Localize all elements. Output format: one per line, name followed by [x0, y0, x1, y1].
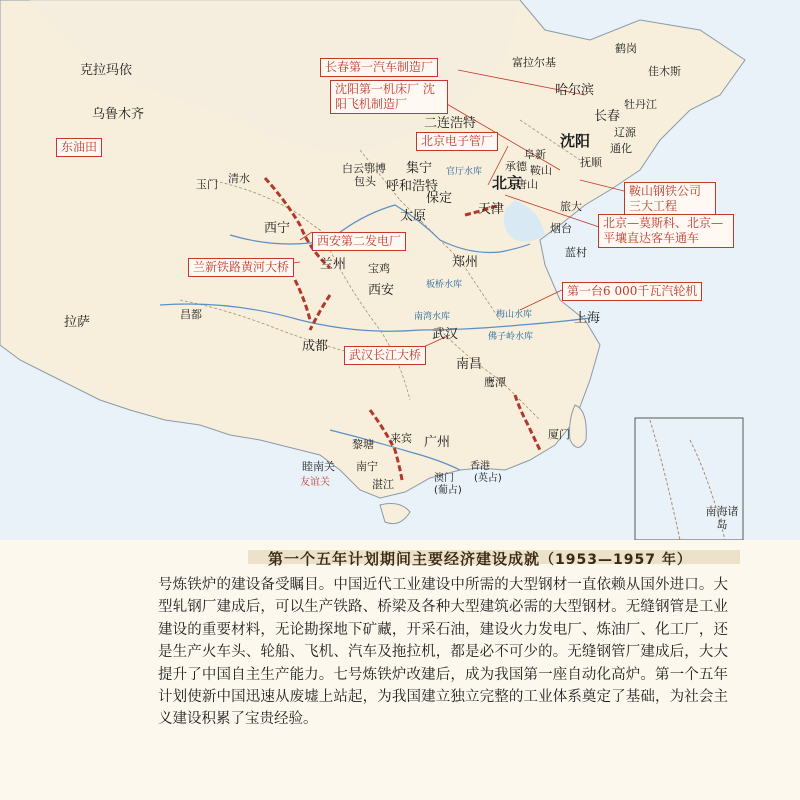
city-lanzhou: 兰州	[320, 257, 347, 272]
city-youyiguan: 友谊关	[300, 477, 330, 488]
city-mudanjiang: 牡丹江	[624, 98, 657, 111]
city-liaoyuan: 辽源	[614, 126, 636, 139]
city-tangshan: 唐山	[516, 178, 538, 191]
city-wuhan: 武汉	[432, 327, 459, 342]
city-xianggang: 香港	[470, 461, 490, 472]
reservoir-foziling: 佛子岭水库	[488, 332, 534, 342]
city-nanning: 南宁	[356, 460, 378, 473]
city-laibin: 来宾	[390, 432, 412, 445]
label-oilfield: 东油田	[56, 138, 102, 157]
body-paragraph: 号炼铁炉的建设备受瞩目。中国近代工业建设中所需的大型钢材一直依赖从国外进口。大型轧钢厂建成后，可以生产铁路、桥梁及各种大型建筑必需的大型钢材。无缝钢管是工业建设的重要材料，无论勘探地下矿藏，开采石油，建设火力发电厂、炼油厂、化工厂，还是生产火车头、轮船、飞机、汽车及拖拉机，都是必不可少的。无缝钢管厂建成后，大大提升了中国自主生产能力。七号炼铁炉改建后，成为我国第一座自动化高炉。第一个五年计划使新中国迅速从废墟上站起，为我国建立独立完整的工业体系奠定了基础，为社会主义建设积累了宝贵经验。	[158, 577, 728, 728]
city-beijing: 北京	[492, 174, 523, 192]
map-caption	[0, 540, 800, 566]
city-jiamusi: 佳木斯	[648, 65, 681, 78]
city-tianjin: 天津	[478, 202, 505, 217]
city-wulumuqi: 乌鲁木齐	[92, 107, 145, 122]
city-changdu: 昌都	[180, 308, 202, 321]
city-haerbin: 哈尔滨	[555, 83, 595, 98]
city-shenyang: 沈阳	[560, 132, 591, 150]
city-yingtan: 鹰潭	[484, 376, 506, 389]
label-changchun-auto-plant: 长春第一汽车制造厂	[320, 58, 438, 77]
city-shanghai: 上海	[574, 311, 601, 326]
city-aomen: 澳门	[434, 473, 454, 484]
city-baoji: 宝鸡	[368, 262, 390, 275]
city-lvda: 旅大	[560, 200, 582, 213]
label-beijing-tube-plant: 北京电子管厂	[416, 132, 498, 151]
city-changchun: 长春	[594, 109, 621, 124]
city-puzhan: (葡占)	[434, 485, 462, 496]
city-zhanjiang: 湛江	[372, 478, 394, 491]
city-munanguan: 睦南关	[302, 460, 335, 473]
reservoir-banqiao: 板桥水库	[426, 280, 463, 290]
city-huhehaote: 呼和浩特	[386, 179, 439, 194]
city-baiyunebo: 白云鄂博	[342, 162, 386, 175]
city-yingzhan: (英占)	[474, 473, 502, 484]
reservoir-nanwan: 南湾水库	[414, 312, 451, 322]
city-fushun: 抚顺	[580, 156, 602, 169]
label-beijing-trains: 北京—莫斯科、北京—平壤直达客车通车	[598, 214, 734, 248]
label-xian-power-plant: 西安第二发电厂	[312, 232, 406, 251]
label-anshan-steel: 鞍山钢铁公司三大工程	[624, 182, 716, 216]
label-shenyang-plants: 沈阳第一机床厂 沈阳飞机制造厂	[330, 80, 448, 114]
city-fulaerji: 富拉尔基	[512, 56, 556, 69]
reservoir-meishan: 梅山水库	[496, 310, 533, 320]
city-lancun: 蓝村	[565, 246, 587, 259]
city-fuxin: 阜新	[524, 148, 546, 161]
reservoir-guanting: 官厅水库	[446, 167, 483, 177]
city-guangzhou: 广州	[424, 435, 451, 450]
inset-label-south-sea: 南海诸岛	[705, 505, 739, 531]
caption-title: 第一个五年计划期间主要经济建设成就	[268, 550, 541, 568]
city-baoding: 保定	[426, 191, 453, 206]
city-yantai: 烟台	[550, 222, 572, 235]
caption-years: （1953—1957 年）	[540, 552, 692, 568]
city-litang: 黎塘	[352, 438, 374, 451]
city-tonghua: 通化	[610, 142, 632, 155]
city-chengdu: 成都	[302, 339, 329, 354]
city-xining: 西宁	[264, 221, 291, 236]
city-jining: 集宁	[406, 161, 433, 176]
city-yumen: 玉门	[196, 178, 218, 191]
city-kelamayi: 克拉玛依	[80, 63, 133, 78]
city-erlianhaote: 二连浩特	[424, 116, 477, 131]
city-nanchang: 南昌	[456, 357, 483, 372]
city-chengde: 承德	[505, 160, 527, 173]
city-hegang: 鹤岗	[615, 42, 637, 55]
label-lanxin-bridge: 兰新铁路黄河大桥	[188, 258, 294, 277]
city-baotou: 包头	[354, 175, 376, 188]
label-turbine: 第一台6 000千瓦汽轮机	[562, 282, 702, 301]
city-taiyuan: 太原	[400, 209, 427, 224]
label-wuhan-bridge: 武汉长江大桥	[344, 346, 426, 365]
city-qingshui: 清水	[228, 172, 250, 185]
city-xian: 西安	[368, 283, 395, 298]
caption-title-line	[268, 548, 692, 569]
city-lasa: 拉萨	[64, 315, 91, 330]
city-zhengzhou: 郑州	[452, 255, 479, 270]
city-xiamen: 厦门	[548, 428, 570, 441]
city-anshan: 鞍山	[530, 164, 552, 177]
